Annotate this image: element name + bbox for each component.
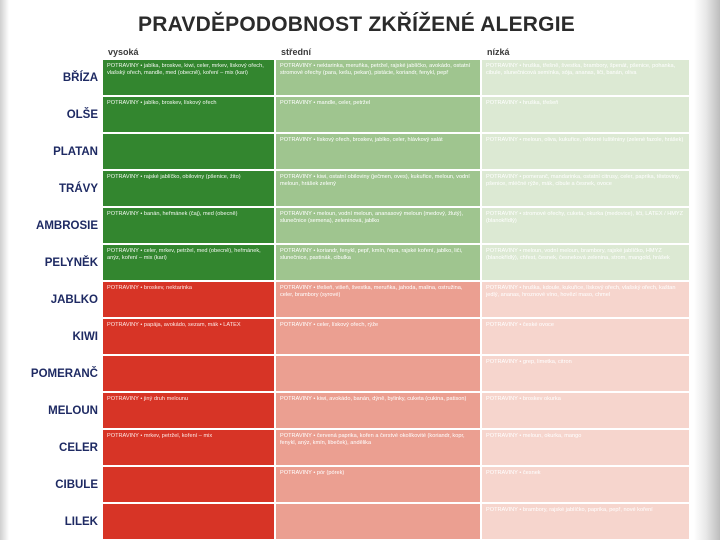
cell-mid: POTRAVINY • meloun, vodní meloun, ananasový meloun (medový, žlutý), slunečnice (semena), zeleninová, jablko	[276, 208, 480, 243]
cell-mid: POTRAVINY • nektarinka, meruňka, petržel, rajské jablíčko, avokádo, ostatní stromové ořechy (para, kešu, pekan), pistácie, koriandr, fenykl, pepř	[276, 60, 480, 95]
cell-low: POTRAVINY • stromové ořechy, cuketa, okurka (medovice), liči, LATEX / HMYZ (blanokřídlý)	[482, 208, 689, 243]
cell-mid: POTRAVINY • koriandr, fenykl, pepř, kmín, řepa, rajské koření, jablko, liči, slunečnice, pastinák, cibulka	[276, 245, 480, 280]
cell-low: POTRAVINY • hruška, třešeň	[482, 97, 689, 132]
cell-low: POTRAVINY • meloun, oliva, kukuřice, některé luštěniny (zelené fazole, hrášek)	[482, 134, 689, 169]
cell-low: POTRAVINY • broskev okurka	[482, 393, 689, 428]
cell-high: POTRAVINY • broskev, nektarinka	[103, 282, 274, 317]
allergen-label: BŘÍZA	[62, 71, 98, 84]
column-header-high: vysoká	[108, 47, 139, 57]
allergen-label: AMBROSIE	[36, 219, 98, 232]
cell-mid	[276, 504, 480, 539]
allergen-label: TRÁVY	[59, 182, 98, 195]
cell-low: POTRAVINY • meloun, vodní meloun, brambory, rajské jablíčko, HMYZ (blanokřídlý), chřest, česnek, česneková zelenina, strom, mangold, hrášek	[482, 245, 689, 280]
cell-high: POTRAVINY • rajské jablíčko, obiloviny (pšenice, žito)	[103, 171, 274, 206]
allergen-label: LILEK	[64, 515, 98, 528]
allergen-label: MELOUN	[48, 404, 98, 417]
cell-mid: POTRAVINY • červená paprika, kořen a čerstvé okolíkovité (koriandr, kopr, fenykl, anýz, kmín, libeček), andělika	[276, 430, 480, 465]
cell-high: POTRAVINY • mrkev, petržel, koření – mix	[103, 430, 274, 465]
table-row	[0, 245, 720, 282]
table-row	[0, 134, 720, 171]
cell-high	[103, 504, 274, 539]
cell-high	[103, 467, 274, 502]
table-row	[0, 393, 720, 430]
cell-high	[103, 356, 274, 391]
table-row	[0, 97, 720, 134]
table-row	[0, 504, 720, 541]
cell-high	[103, 134, 274, 169]
cell-mid: POTRAVINY • pór (pórek)	[276, 467, 480, 502]
cell-low: POTRAVINY • české ovoce	[482, 319, 689, 354]
allergen-label: POMERANČ	[30, 367, 98, 380]
cell-mid: POTRAVINY • kiwi, avokádo, banán, dýně, bylinky, cuketa (cukina, patison)	[276, 393, 480, 428]
allergen-label: PELYNĚK	[44, 256, 98, 269]
cell-low: POTRAVINY • grep, limetka, citron	[482, 356, 689, 391]
cell-high: POTRAVINY • papája, avokádo, sezam, mák • LATEX	[103, 319, 274, 354]
cell-mid: POTRAVINY • třešeň, višeň, švestka, meruňka, jahoda, malina, ostružina, celer, brambory (syrové)	[276, 282, 480, 317]
cell-mid: POTRAVINY • mandle, celer, petržel	[276, 97, 480, 132]
allergen-label: CELER	[59, 441, 98, 454]
allergen-label: CIBULE	[55, 478, 98, 491]
cell-high: POTRAVINY • jablka, broskve, kiwi, celer, mrkev, lískový ořech, vlašský ořech, mandle, med (obecně), koření – mix (kari)	[103, 60, 274, 95]
cell-high: POTRAVINY • jiný druh melounu	[103, 393, 274, 428]
table-row	[0, 356, 720, 393]
table-row	[0, 282, 720, 319]
cell-low: POTRAVINY • brambory, rajské jablíčko, paprika, pepř, nové koření	[482, 504, 689, 539]
cell-mid: POTRAVINY • lískový ořech, broskev, jablko, celer, hlávkový salát	[276, 134, 480, 169]
cell-mid: POTRAVINY • kiwi, ostatní obiloviny (ječmen, oves), kukuřice, meloun, vodní meloun, hrášek zelený	[276, 171, 480, 206]
cell-high: POTRAVINY • celer, mrkev, petržel, med (obecně), heřmánek, anýz, koření – mix (kari)	[103, 245, 274, 280]
cell-low: POTRAVINY • hruška, kdoule, kukuřice, lískový ořech, vlašský ořech, kaštan jedlý, ananas, hroznové víno, hovězí maso, chmel	[482, 282, 689, 317]
cell-low: POTRAVINY • česnek	[482, 467, 689, 502]
allergen-label: KIWI	[72, 330, 98, 343]
table-row	[0, 467, 720, 504]
allergen-label: JABLKO	[50, 293, 98, 306]
column-header-mid: střední	[281, 47, 312, 57]
cell-low: POTRAVINY • hruška, třešně, švestka, brambory, špenát, pšenice, pohanka, cibule, slunečnicová semínka, sója, ananas, liči, banán, oliva	[482, 60, 689, 95]
cell-low: POTRAVINY • pomeranč, mandarinka, ostatní citrusy, celer, paprika, těstoviny, pšenice, mléčné rýže, mák, cibule a česnek, ovoce	[482, 171, 689, 206]
cell-mid	[276, 356, 480, 391]
cell-high: POTRAVINY • jablko, broskev, lískový ořech	[103, 97, 274, 132]
cell-low: POTRAVINY • meloun, okurka, mango	[482, 430, 689, 465]
table-row	[0, 60, 720, 97]
table-row	[0, 208, 720, 245]
cell-mid: POTRAVINY • celer, lískový ořech, rýže	[276, 319, 480, 354]
column-header-low: nízká	[487, 47, 510, 57]
allergen-label: PLATAN	[53, 145, 98, 158]
table-row	[0, 319, 720, 356]
allergen-label: OLŠE	[66, 108, 98, 121]
page-title: PRAVDĚPODOBNOST ZKŘÍŽENÉ ALERGIE	[138, 13, 575, 36]
table-row	[0, 430, 720, 467]
table-row	[0, 171, 720, 208]
cross-allergy-table	[0, 60, 720, 541]
cell-high: POTRAVINY • banán, heřmánek (čaj), med (obecně)	[103, 208, 274, 243]
